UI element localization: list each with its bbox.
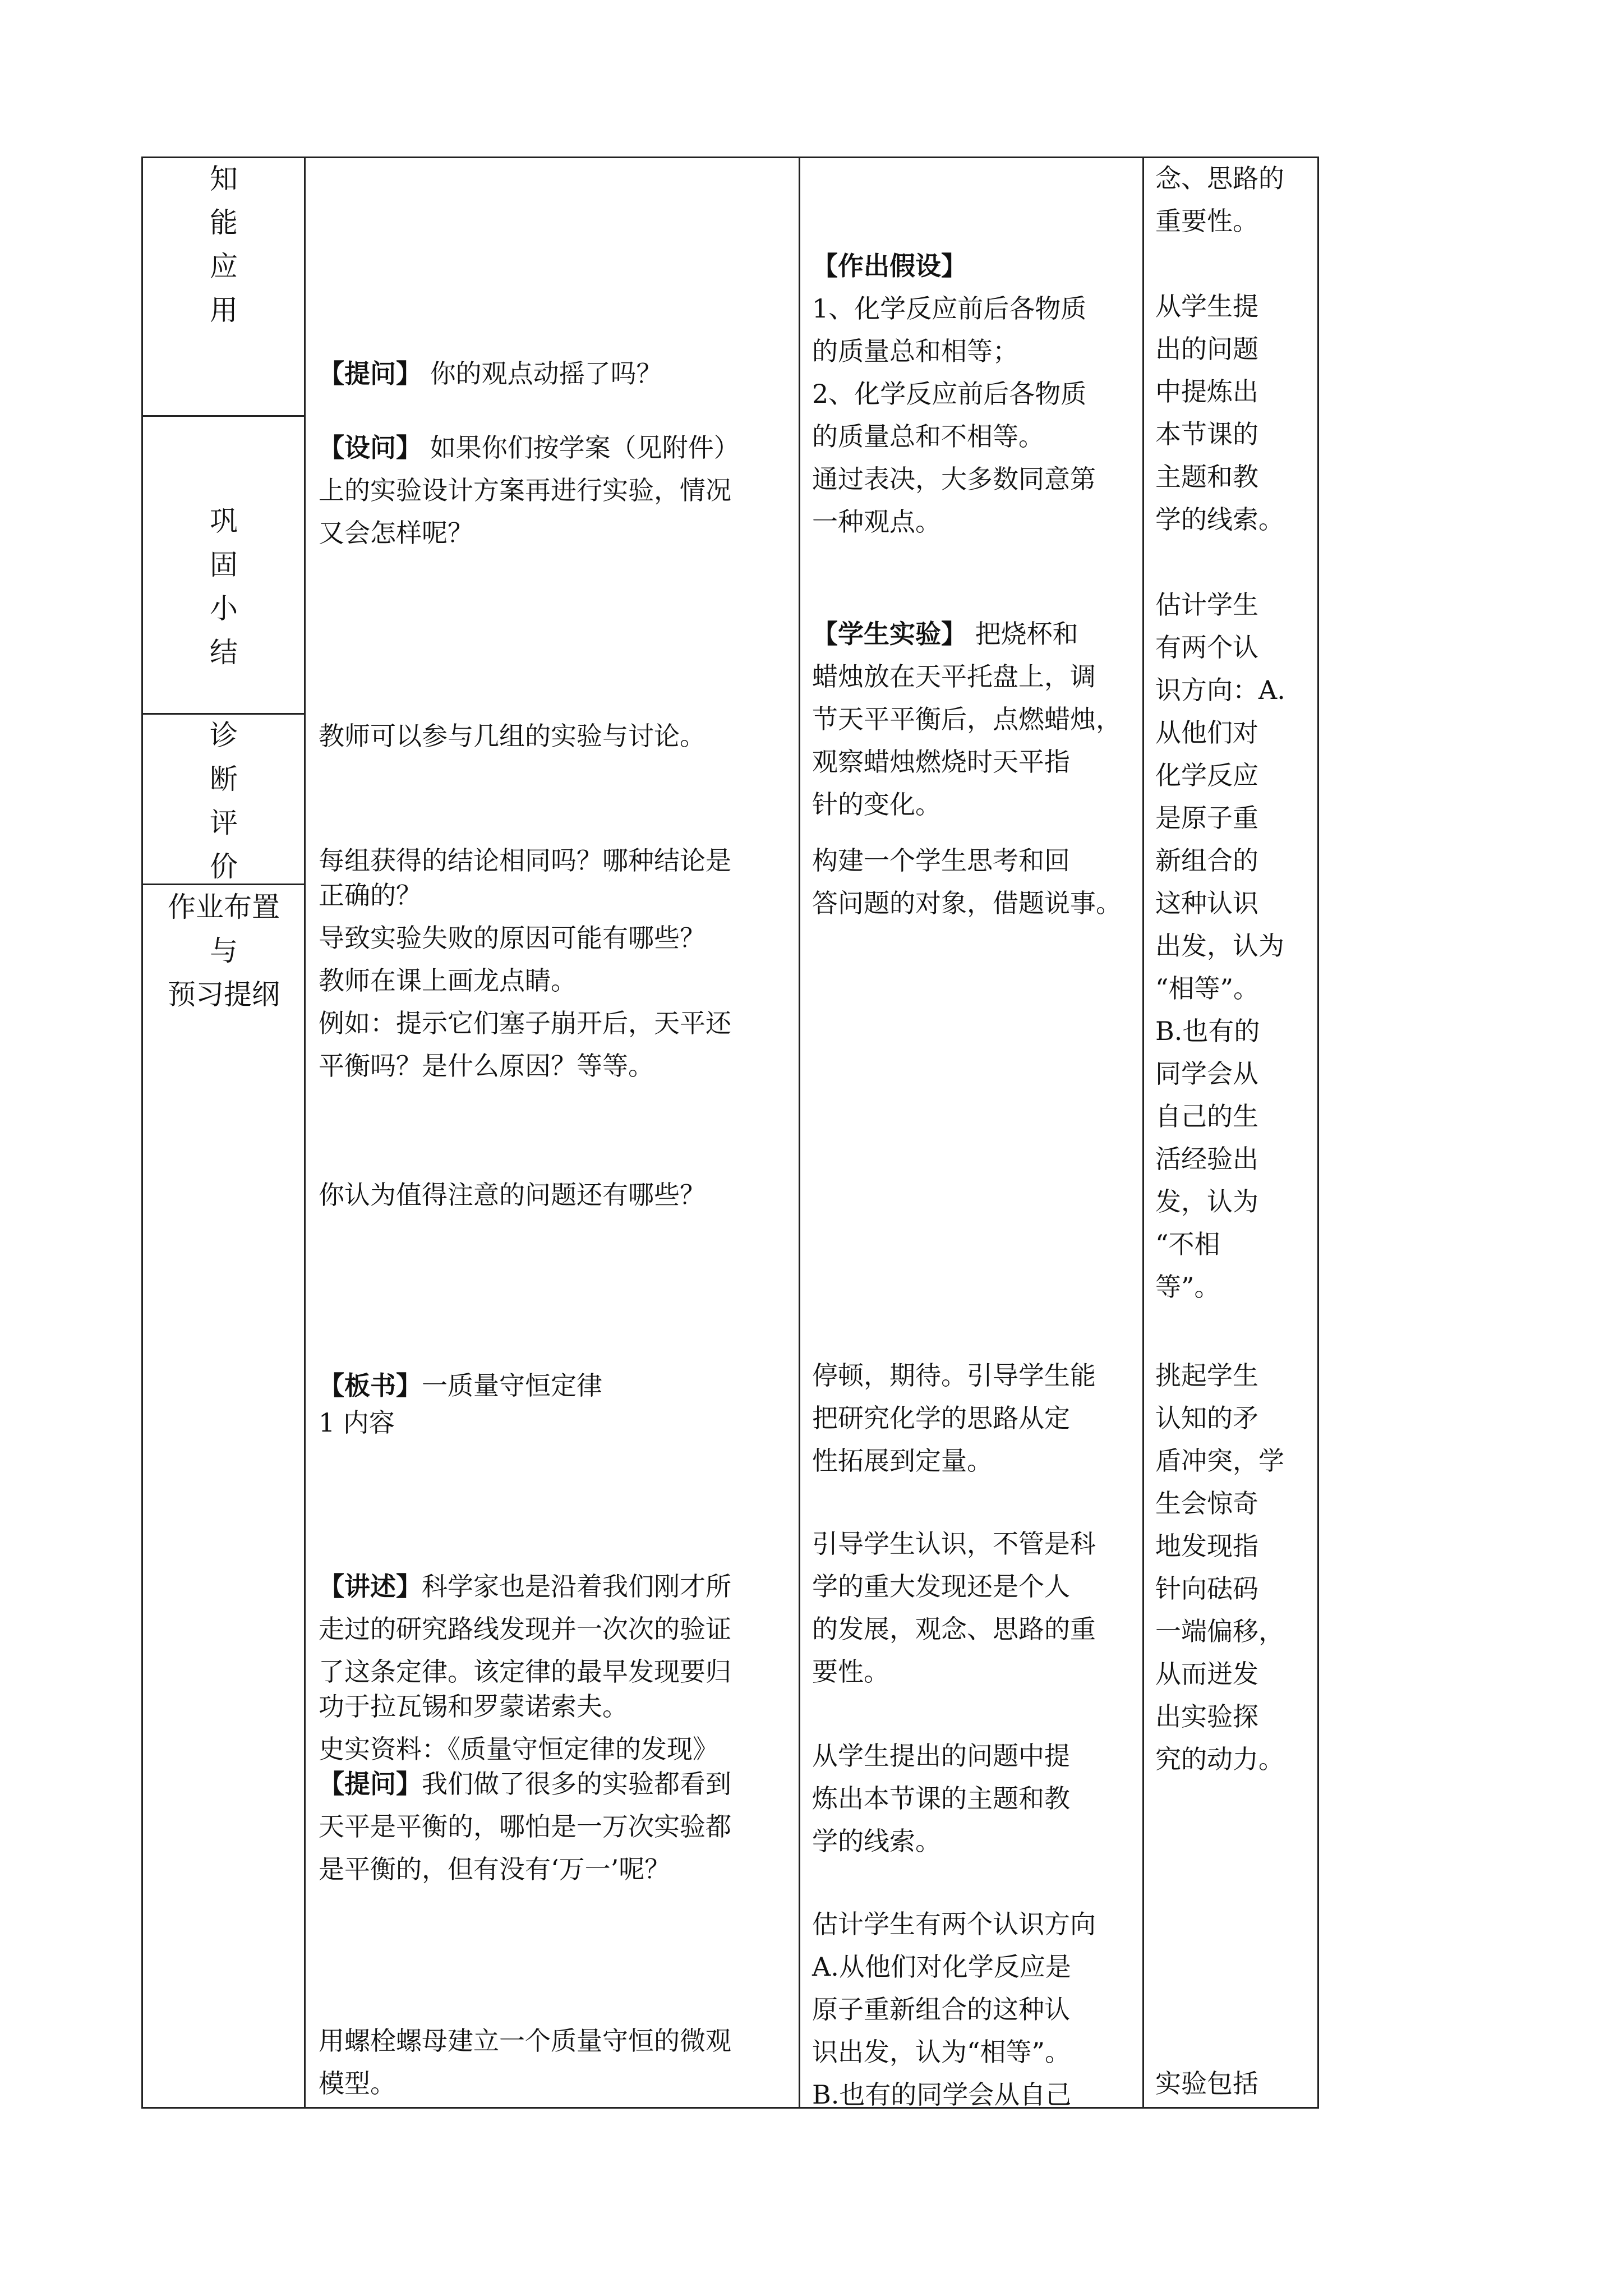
text-line: 把研究化学的思路从定 [812,1403,1070,1433]
text-line: 出的问题 [1155,334,1258,364]
text-line: “相等”。 [1155,973,1260,1004]
text-line: 识方向：A. [1155,675,1285,705]
question-text: 你的观点动摇了吗？ [422,358,662,389]
text-line: 正确的？ [319,880,422,910]
text-line: 引导学生认识，不管是科 [812,1529,1096,1559]
label-char: 断 [210,763,238,795]
question-2 [319,426,740,554]
text-line: B.也有的同学会从自己 [812,2079,1072,2110]
build-note [812,839,1122,924]
model-text: 模型。 [319,2068,396,2099]
tag-question: 【提问】 [319,1769,422,1799]
label-char: 能 [210,206,238,239]
label-char: 价 [210,850,238,883]
experiment-text: 观察蜡烛燃烧时天平指 [812,747,1070,777]
column-divider [304,157,306,2109]
text-line: 学的线索。 [1155,504,1284,535]
text-line: 学的重大发现还是个人 [812,1571,1070,1602]
intent-block-1 [1155,157,1285,1308]
intent-block-3: 实验包括 [1155,2068,1258,2099]
text-line: 的发展，观念、思路的重 [812,1614,1096,1644]
board-writing [319,1364,602,1444]
board-text: 1 内容 [319,1407,395,1438]
row-divider [141,415,305,417]
text-line: 自己的生 [1155,1101,1258,1131]
label-text: 作业布置 [168,891,280,923]
text-line: 教师在课上画龙点睛。 [319,965,577,996]
label-text: 预习提纲 [168,978,280,1011]
text-line: 估计学生 [1155,590,1258,620]
label-char: 固 [210,549,238,581]
tag-prompt: 【设问】 [319,432,422,463]
question-text: 是平衡的，但有没有‘万一’呢？ [319,1854,671,1884]
text-line: 挑起学生 [1155,1360,1258,1391]
text-line: 出实验探 [1155,1701,1258,1732]
column-divider [1142,157,1144,2109]
tag-question: 【提问】 [319,358,422,389]
hypothesis-text: 通过表决，大多数同意第 [812,464,1096,494]
text-line: 本节课的 [1155,419,1258,449]
text-line: 有两个认 [1155,632,1258,662]
stage-label-homework [144,885,304,1016]
lecture-text: 科学家也是沿着我们刚才所 [422,1571,731,1602]
stage-label-diagnosis [144,714,304,889]
refine-note [812,1734,1070,1862]
text-line: 学的线索。 [812,1826,941,1856]
question-text: 天平是平衡的，哪怕是一万次实验都 [319,1811,731,1842]
question-3 [319,1763,731,1890]
hypothesis-text: 一种观点。 [812,507,941,537]
text-line: 答问题的对象，借题说事。 [812,888,1122,918]
text-line: B.也有的 [1155,1016,1260,1046]
experiment-text: 蜡烛放在天平托盘上，调 [812,661,1096,692]
label-char: 应 [210,250,238,283]
experiment-text: 针的变化。 [812,789,941,820]
experiment-text: 把烧杯和 [967,619,1078,649]
text-line: 从而迸发 [1155,1659,1258,1689]
guide-note [812,1522,1096,1693]
text-line: 构建一个学生思考和回 [812,845,1070,876]
hypothesis-block [812,245,1096,543]
tag-experiment: 【学生实验】 [812,619,967,649]
teacher-note: 你认为值得注意的问题还有哪些？ [319,1180,706,1210]
text-line [1155,541,1285,583]
prompt-text: 又会怎样呢？ [319,518,473,548]
model-note [319,2019,731,2105]
text-line: 同学会从 [1155,1059,1258,1089]
text-line: 究的动力。 [1155,1744,1284,1774]
estimate-note [812,1903,1096,2116]
teacher-note: 教师可以参与几组的实验与讨论。 [319,721,706,751]
text-line: 从学生提出的问题中提 [812,1741,1070,1771]
text-line: 中提炼出 [1155,376,1258,407]
hypothesis-text: 的质量总和相等； [812,336,1018,366]
text-line: 停顿，期待。引导学生能 [812,1360,1096,1391]
label-char: 诊 [210,719,238,752]
text-line: 发，认为 [1155,1186,1258,1217]
lecture-text: 了这条定律。该定律的最早发现要归 [319,1657,731,1687]
board-text: 一质量守恒定律 [422,1370,602,1401]
student-experiment [812,613,1122,826]
lecture [319,1565,731,1770]
question-text: 我们做了很多的实验都看到 [422,1769,731,1799]
label-char: 结 [210,636,238,669]
text-line: 识出发，认为“相等”。 [812,2037,1071,2067]
text-line: A.从他们对化学反应是 [812,1952,1071,1982]
experiment-text: 节天平平衡后，点燃蜡烛， [812,704,1122,734]
text-line: 平衡吗？是什么原因？等等。 [319,1051,654,1081]
text-line: 活经验出 [1155,1144,1258,1174]
tag-lecture: 【讲述】 [319,1571,422,1602]
question-1 [319,352,662,395]
text-line: 念、思路的 [1155,163,1284,194]
text-line: 是原子重 [1155,803,1258,833]
tag-board: 【板书】 [319,1370,422,1401]
text-line: 要性。 [812,1657,889,1687]
text-line: 重要性。 [1155,206,1258,236]
text-line: 生会惊奇 [1155,1488,1258,1519]
text-line: 地发现指 [1155,1531,1258,1561]
text-line: 等”。 [1155,1272,1220,1302]
hypothesis-text: 1、化学反应前后各物质 [812,293,1087,324]
hypothesis-text: 的质量总和不相等。 [812,421,1044,452]
text-line: 从学生提 [1155,291,1258,321]
text-line: 导致实验失败的原因可能有哪些？ [319,923,706,953]
text-line: 认知的矛 [1155,1403,1258,1433]
label-char: 用 [210,294,238,326]
model-text: 用螺栓螺母建立一个质量守恒的微观 [319,2026,731,2056]
text-line: 出发，认为 [1155,931,1284,961]
text-line: 新组合的 [1155,845,1258,876]
text-line: 主题和教 [1155,462,1258,492]
text-line: 一端偏移， [1155,1616,1284,1646]
lecture-text: 走过的研究路线发现并一次次的验证 [319,1614,731,1644]
text-line [1155,242,1285,285]
text-line: 这种认识 [1155,888,1258,918]
lecture-text: 功于拉瓦锡和罗蒙诺索夫。 [319,1691,628,1722]
text-line: 估计学生有两个认识方向 [812,1909,1096,1939]
prompt-text: 上的实验设计方案再进行实验，情况 [319,475,731,505]
label-char: 知 [210,163,238,195]
lecture-text: 史实资料：《质量守恒定律的发现》 [319,1734,718,1764]
text-line: 每组获得的结论相同吗？哪种结论是 [319,845,731,876]
prompt-text: 如果你们按学案（见附件） [422,432,740,463]
discussion-questions [319,839,731,1087]
text-line: 从他们对 [1155,717,1258,748]
text-line: 性拓展到定量。 [812,1446,993,1476]
text-line: 原子重新组合的这种认 [812,1994,1070,2024]
label-char: 巩 [210,505,238,537]
pause-note [812,1354,1096,1482]
label-char: 小 [210,592,238,625]
label-char: 评 [210,807,238,839]
column-divider [799,157,800,2109]
text-line: “不相 [1155,1229,1220,1259]
text-line: 盾冲突，学 [1155,1446,1284,1476]
hypothesis-text: 2、化学反应前后各物质 [812,379,1087,409]
text-line: 化学反应 [1155,760,1258,790]
tag-hypothesis: 【作出假设】 [812,251,967,281]
stage-label-knowledge-application [144,157,304,332]
stage-label-consolidation [144,499,304,674]
text-line: 例如：提示它们塞子崩开后，天平还 [319,1008,731,1038]
text-line: 针向砝码 [1155,1573,1258,1604]
intent-block-2 [1155,1354,1284,1780]
text-line: 炼出本节课的主题和教 [812,1783,1070,1814]
label-text: 与 [210,935,238,967]
